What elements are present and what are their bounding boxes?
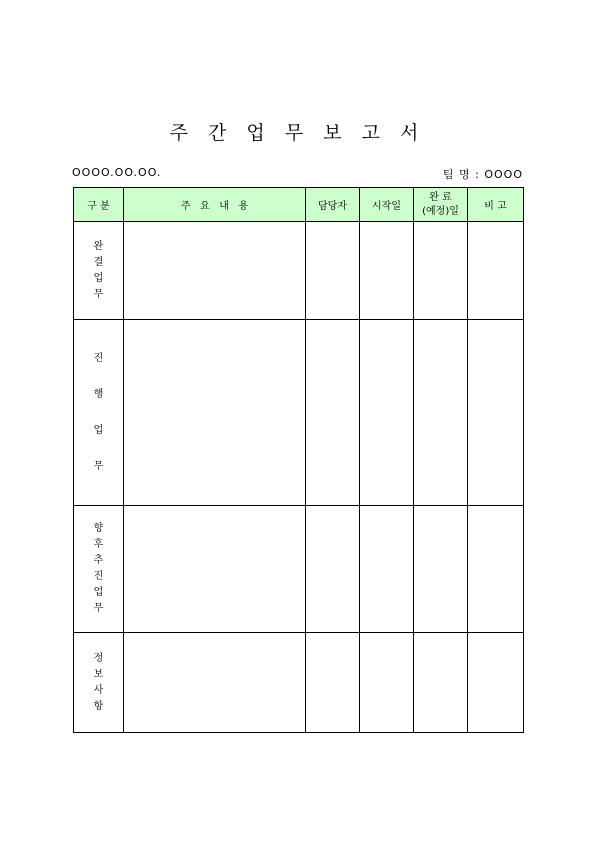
table-row: [74, 222, 524, 320]
start-date-cell[interactable]: [360, 633, 414, 733]
header-category: 구 분: [74, 188, 124, 222]
note-cell[interactable]: [468, 320, 524, 506]
header-completion-date: 완 료 (예정)일: [414, 188, 468, 222]
note-cell[interactable]: [468, 222, 524, 320]
category-information: 정 보 사 항: [74, 633, 124, 733]
header-content: 주 요 내 용: [124, 188, 306, 222]
completion-date-cell[interactable]: [414, 506, 468, 633]
content-cell[interactable]: [124, 222, 306, 320]
header-start-date: 시작일: [360, 188, 414, 222]
weekly-report-table: [73, 187, 524, 733]
completion-date-cell[interactable]: [414, 633, 468, 733]
content-cell[interactable]: [124, 320, 306, 506]
document-title: 주 간 업 무 보 고 서: [169, 122, 426, 144]
header-person: 담당자: [306, 188, 360, 222]
start-date-cell[interactable]: [360, 222, 414, 320]
completion-date-cell[interactable]: [414, 320, 468, 506]
table-header-row: [74, 188, 524, 222]
note-cell[interactable]: [468, 506, 524, 633]
completion-date-cell[interactable]: [414, 222, 468, 320]
category-future-work: 향 후 추 진 업 무: [74, 506, 124, 633]
category-ongoing-work: 진 행 업 무: [74, 320, 124, 506]
table-row: [74, 320, 524, 506]
start-date-cell[interactable]: [360, 506, 414, 633]
report-date: OOOO.OO.OO.: [72, 166, 162, 179]
header-note: 비 고: [468, 188, 524, 222]
person-cell[interactable]: [306, 320, 360, 506]
person-cell[interactable]: [306, 633, 360, 733]
content-cell[interactable]: [124, 506, 306, 633]
person-cell[interactable]: [306, 506, 360, 633]
category-completed-work: 완 결 업 무: [74, 222, 124, 320]
team-name: 팀 명 : OOOO: [442, 168, 523, 181]
table-row: [74, 506, 524, 633]
note-cell[interactable]: [468, 633, 524, 733]
content-cell[interactable]: [124, 633, 306, 733]
start-date-cell[interactable]: [360, 320, 414, 506]
table-row: [74, 633, 524, 733]
person-cell[interactable]: [306, 222, 360, 320]
